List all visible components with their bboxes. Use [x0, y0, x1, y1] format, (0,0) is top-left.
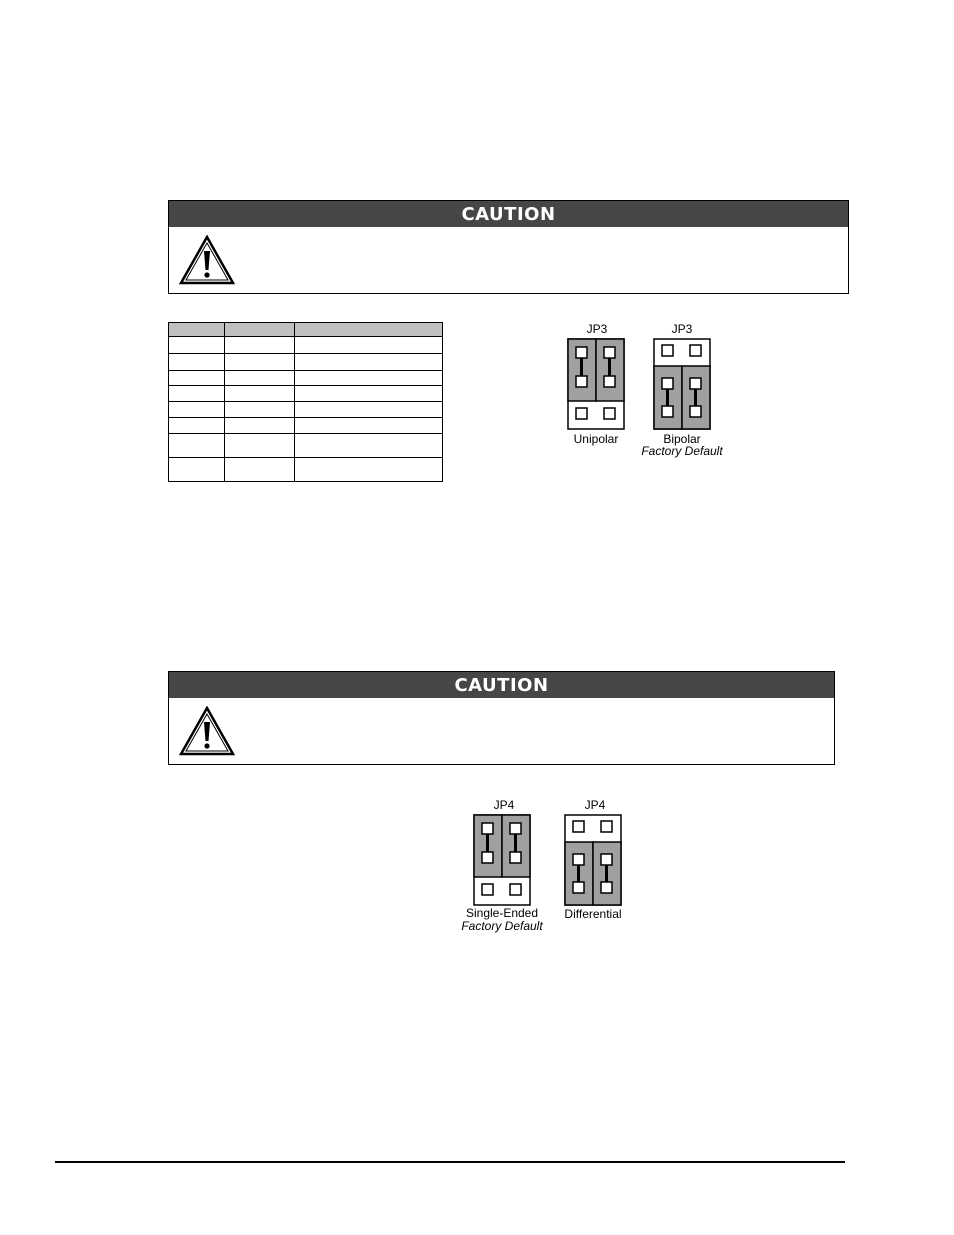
table-row: [169, 434, 443, 458]
warning-icon: [179, 235, 235, 285]
range-table: [168, 322, 443, 482]
jp4-single-title: JP4: [493, 798, 515, 812]
table-header-row: [169, 323, 443, 337]
warning-icon: [179, 706, 235, 756]
table-row: [169, 458, 443, 482]
caution-header: CAUTION: [169, 672, 834, 698]
footer-rule: [55, 1161, 845, 1163]
table-row: [169, 386, 443, 402]
caution-box-1: [168, 200, 849, 294]
jp4-single-label: Single-Ended: [465, 906, 539, 920]
jp3-unipolar-jumper: [567, 338, 625, 430]
jp3-bipolar-sublabel: Factory Default: [641, 444, 723, 458]
table-row: [169, 418, 443, 434]
jp3-bipolar-jumper: [653, 338, 711, 430]
jp4-single-sublabel: Factory Default: [461, 919, 543, 933]
caution-header: CAUTION: [169, 201, 848, 227]
jp4-single-jumper: [473, 814, 531, 906]
jp3-unipolar-title: JP3: [586, 322, 608, 336]
jp3-bipolar-label: Bipolar: [663, 432, 701, 446]
jp3-unipolar-label: Unipolar: [573, 432, 619, 446]
jp4-differential-label: Differential: [564, 907, 622, 921]
table-row: [169, 371, 443, 386]
table-row: [169, 354, 443, 371]
jp4-differential-jumper: [564, 814, 622, 906]
jp4-differential-title: JP4: [584, 798, 606, 812]
jp3-bipolar-title: JP3: [671, 322, 693, 336]
table-row: [169, 402, 443, 418]
table-row: [169, 337, 443, 354]
caution-box-2: [168, 671, 835, 765]
